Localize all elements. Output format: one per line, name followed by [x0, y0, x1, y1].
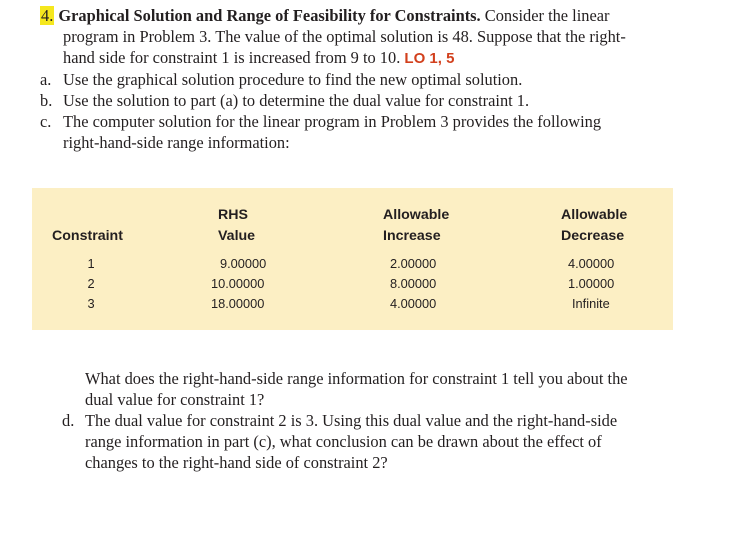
part-b-letter: b. — [40, 91, 53, 110]
row3-increase: 4.00000 — [390, 296, 437, 311]
part-d-text — [85, 410, 617, 473]
problem-text-line-3-wrap — [40, 47, 670, 69]
problem-title: Graphical Solution and Range of Feasibility for Constraints. — [58, 6, 481, 25]
problem-continuation — [62, 368, 672, 473]
part-c — [40, 111, 670, 153]
row1-increase: 2.00000 — [390, 256, 437, 271]
part-d — [62, 410, 672, 473]
row3-decrease: Infinite — [572, 296, 610, 311]
row3-rhs: 18.00000 — [211, 296, 265, 311]
part-b-text: Use the solution to part (a) to determine the dual value for constraint 1. — [63, 91, 530, 110]
part-d-line-3: changes to the right-hand side of constraint 2? — [85, 453, 388, 472]
part-c-question-line-2: dual value for constraint 1? — [85, 390, 265, 409]
part-c-letter: c. — [40, 112, 52, 131]
problem-number: 4. — [41, 6, 54, 25]
part-a-text: Use the graphical solution procedure to find the new optimal solution. — [63, 70, 523, 89]
row2-decrease: 1.00000 — [568, 276, 615, 291]
part-b — [40, 90, 670, 111]
part-c-question — [62, 368, 672, 410]
problem-heading-line — [40, 5, 670, 26]
row3-constraint: 3 — [87, 296, 95, 311]
row1-decrease: 4.00000 — [568, 256, 615, 271]
rhs-range-table — [32, 188, 673, 330]
problem-text-line-3: hand side for constraint 1 is increased from 9 to 10. — [63, 48, 401, 67]
part-d-line-2: range information in part (c), what conclusion can be drawn about the effect of — [85, 432, 602, 451]
problem-statement — [40, 5, 670, 153]
row2-constraint: 2 — [87, 276, 95, 291]
problem-text-line-2: program in Problem 3. The value of the optimal solution is 48. Suppose that the right- — [63, 27, 626, 46]
header-increase-line1: Allowable — [383, 207, 450, 223]
row2-rhs: 10.00000 — [211, 276, 265, 291]
part-a-letter: a. — [40, 70, 52, 89]
part-a — [40, 69, 670, 90]
part-c-question-line-1: What does the right-hand-side range information for constraint 1 tell you about the — [85, 369, 628, 388]
row2-increase: 8.00000 — [390, 276, 437, 291]
header-rhs-line2: Value — [218, 228, 256, 244]
header-decrease-line2: Decrease — [561, 228, 625, 244]
header-rhs-line1: RHS — [218, 207, 248, 223]
header-constraint: Constraint — [52, 228, 123, 244]
header-increase-line2: Increase — [383, 228, 441, 244]
header-decrease-line1: Allowable — [561, 207, 628, 223]
part-d-line-1: The dual value for constraint 2 is 3. Using this dual value and the right-hand-side — [85, 411, 618, 430]
part-c-text — [63, 111, 601, 153]
problem-text-line-1: Consider the linear — [484, 6, 610, 25]
part-c-line-2: right-hand-side range information: — [63, 133, 290, 152]
learning-objective-tag: LO 1, 5 — [404, 50, 455, 67]
part-c-line-1: The computer solution for the linear program in Problem 3 provides the following — [63, 112, 602, 131]
row1-constraint: 1 — [87, 256, 95, 271]
row1-rhs: 9.00000 — [220, 256, 267, 271]
part-d-letter: d. — [62, 411, 75, 430]
